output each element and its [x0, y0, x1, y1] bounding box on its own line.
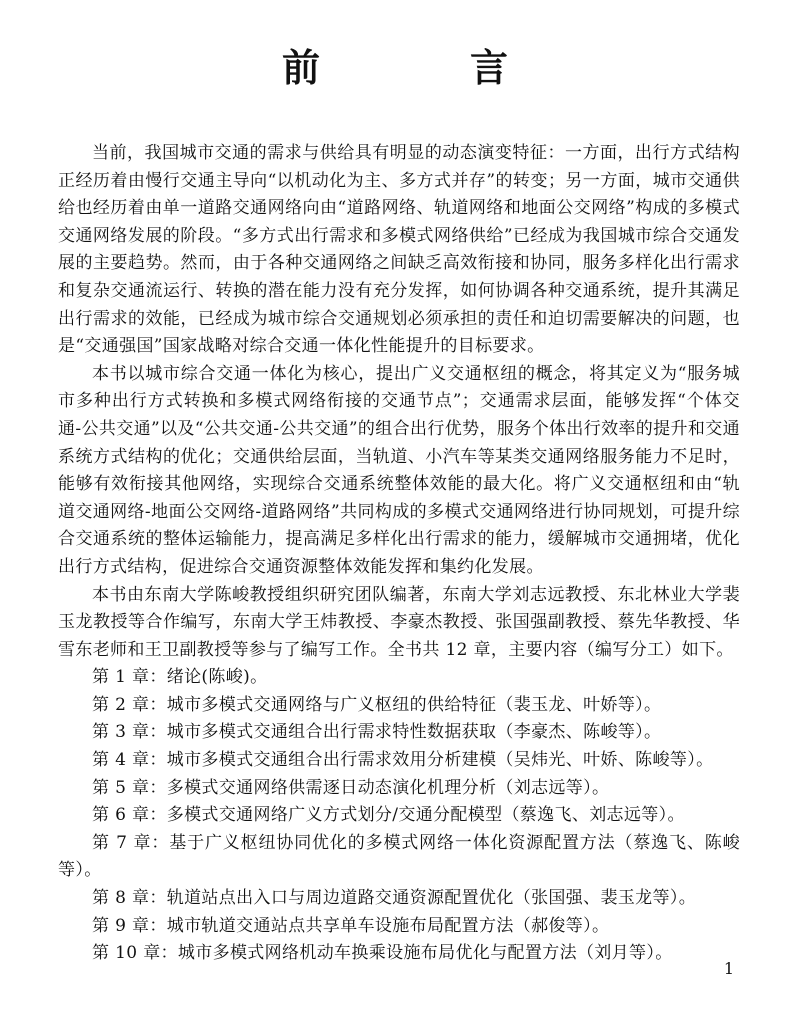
- preface-body: [58, 140, 740, 968]
- chapter-item: 第 10 章：城市多模式网络机动车换乘设施布局优化与配置方法（刘月等）。: [92, 943, 673, 964]
- chapter-item: 第 8 章：轨道站点出入口与周边道路交通资源配置优化（张国强、裴玉龙等）。: [92, 888, 697, 909]
- chapter-list: [58, 664, 740, 968]
- chapter-item: 第 7 章：基于广义枢纽协同优化的多模式网络一体化资源配置方法（蔡逸飞、陈峻等）。: [58, 832, 740, 881]
- chapter-item: 第 2 章：城市多模式交通网络与广义枢纽的供给特征（裴玉龙、叶娇等）。: [92, 694, 662, 715]
- chapter-item: 第 3 章：城市多模式交通组合出行需求特性数据获取（李豪杰、陈峻等）。: [92, 722, 662, 743]
- paragraph-book-scope: 本书以城市综合交通一体化为核心，提出广义交通枢纽的概念，将其定义为“服务城市多种出行方式转换和多模式网络衔接的交通节点”；交通需求层面，能够发挥“个体交通-公共交通”以及“公共交通-公共交通”的组合出行优势，服务个体出行效率的提升和交通系统方式结构的优化；交通供给层面，当轨道、小汽车等某类交通网络服务能力不足时，能够有效衔接其他网络，实现综合交通系统整体效能的最大化。将广义交通枢纽和由“轨道交通网络-地面公交网络-道路网络”共同构成的多模式交通网络进行协同规划，可提升综合交通系统的整体运输能力，提高满足多样化出行需求的能力，缓解城市交通拥堵，优化出行方式结构，促进综合交通资源整体效能发挥和集约化发展。: [58, 363, 740, 577]
- paragraph-authors: 本书由东南大学陈峻教授组织研究团队编著，东南大学刘志远教授、东北林业大学裴玉龙教授等合作编写，东南大学王炜教授、李豪杰教授、张国强副教授、蔡先华教授、华雪东老师和王卫副教授等参与了编写工作。全书共 12 章，主要内容（编写分工）如下。: [58, 584, 740, 660]
- chapter-item: 第 6 章：多模式交通网络广义方式划分/交通分配模型（蔡逸飞、刘志远等）。: [92, 805, 685, 826]
- paragraph-background: 当前，我国城市交通的需求与供给具有明显的动态演变特征：一方面，出行方式结构正经历着由慢行交通主导向“以机动化为主、多方式并存”的转变；另一方面，城市交通供给也经历着由单一道路交通网络向由“道路网络、轨道网络和地面公交网络”构成的多模式交通网络发展的阶段。“多方式出行需求和多模式网络供给”已经成为我国城市综合交通发展的主要趋势。然而，由于各种交通网络之间缺乏高效衔接和协同，服务多样化出行需求和复杂交通流运行、转换的潜在能力没有充分发挥，如何协调各种交通系统，提升其满足出行需求的效能，已经成为城市综合交通规划必须承担的责任和迫切需要解决的问题，也是“交通强国”国家战略对综合交通一体化性能提升的目标要求。: [58, 143, 740, 357]
- chapter-item: 第 4 章：城市多模式交通组合出行需求效用分析建模（吴炜光、叶娇、陈峻等）。: [92, 750, 714, 771]
- chapter-item: 第 5 章：多模式交通网络供需逐日动态演化机理分析（刘志远等）。: [92, 777, 610, 798]
- chapter-item: 第 1 章：绪论(陈峻)。: [92, 667, 268, 688]
- page-number: 1: [723, 959, 734, 978]
- chapter-item: 第 9 章：城市轨道交通站点共享单车设施布局配置方法（郝俊等）。: [92, 915, 610, 936]
- page-title: 前 言: [281, 46, 564, 90]
